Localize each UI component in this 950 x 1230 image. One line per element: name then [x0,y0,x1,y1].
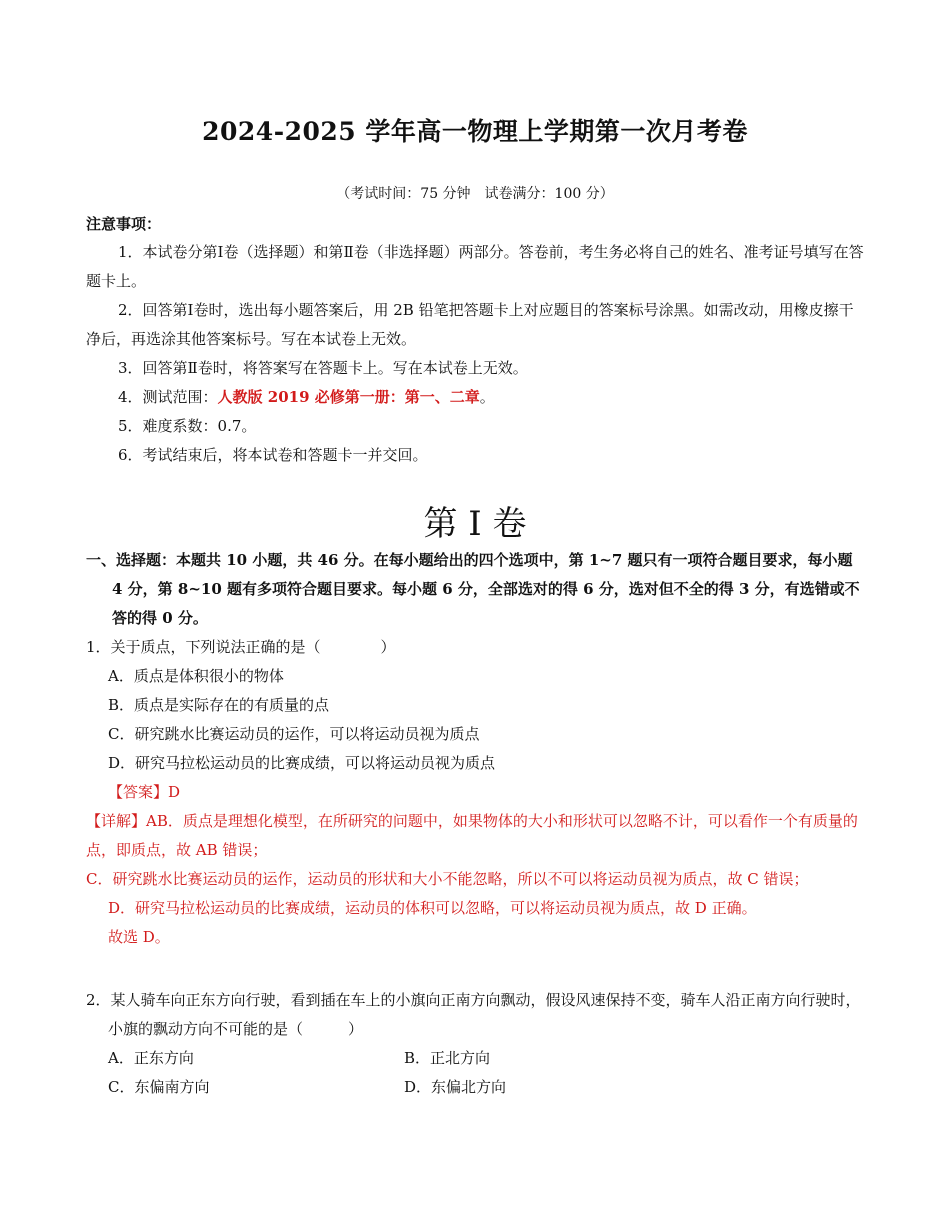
question-stem: 1．关于质点，下列说法正确的是（ ） [86,638,396,656]
section-intro [86,546,866,633]
question-1 [86,633,866,952]
notes-heading: 注意事项： [86,215,162,233]
note-item: 6．考试结束后，将本试卷和答题卡一并交回。 [118,446,428,464]
note-scope-highlight: 人教版 2019 必修第一册：第一、二章 [217,388,480,406]
question-option: A．正东方向 [108,1049,194,1067]
answer-detail: 【详解】AB．质点是理想化模型，在所研究的问题中，如果物体的大小和形状可以忽略不计，可以看作一个有质量的点，即质点，故 AB 错误； [86,812,858,859]
page-title: 2024-2025 学年高一物理上学期第一次月考卷 [202,117,748,146]
note-item: 5．难度系数：0.7。 [118,417,257,435]
note-item-scope [86,383,866,412]
answer-detail: D．研究马拉松运动员的比赛成绩，运动员的体积可以忽略，可以将运动员视为质点，故 D 正确。 [108,899,757,917]
option-grid [86,1044,866,1102]
section-intro-text: 一、选择题：本题共 10 小题，共 46 分。在每小题给出的四个选项中，第 1~7 题只有一项符合题目要求，每小题 4 分，第 8~10 题有多项符合题目要求。每小题 6 分，全部选对的得 6 分，选对但不全的得 3 分，有选错或不答的得 0 分。 [86,551,860,627]
question-option: B．质点是实际存在的有质量的点 [108,696,330,714]
question-option: C．研究跳水比赛运动员的运作，可以将运动员视为质点 [108,725,480,743]
question-option: D．研究马拉松运动员的比赛成绩，可以将运动员视为质点 [108,754,496,772]
question-option: D．东偏北方向 [404,1078,507,1096]
question-option: C．东偏南方向 [108,1078,210,1096]
note-scope-suffix: 。 [479,388,495,406]
answer-label: 【答案】D [108,783,181,801]
volume-title: 第 I 卷 [423,504,527,544]
question-option: A．质点是体积很小的物体 [108,667,284,685]
note-item: 2．回答第Ⅰ卷时，选出每小题答案后，用 2B 铅笔把答题卡上对应题目的答案标号涂黑。如需改动，用橡皮擦干净后，再选涂其他答案标号。写在本试卷上无效。 [86,301,854,348]
answer-detail: 故选 D。 [108,928,170,946]
note-scope-prefix: 4．测试范围： [118,388,218,406]
answer-detail: C．研究跳水比赛运动员的运作，运动员的形状和大小不能忽略，所以不可以将运动员视为质点，故 C 错误； [86,870,809,888]
question-stem: 2．某人骑车向正东方向行驶，看到插在车上的小旗向正南方向飘动，假设风速保持不变，骑车人沿正南方向行驶时，小旗的飘动方向不可能的是（ ） [86,991,861,1038]
exam-info: （考试时间：75 分钟 试卷满分：100 分） [336,186,614,202]
question-2 [86,986,866,1102]
question-option: B．正北方向 [404,1049,491,1067]
notes-list [86,238,866,470]
note-item: 1．本试卷分第Ⅰ卷（选择题）和第Ⅱ卷（非选择题）两部分。答卷前，考生务必将自己的姓名、准考证号填写在答题卡上。 [86,243,864,290]
note-item: 3．回答第Ⅱ卷时，将答案写在答题卡上。写在本试卷上无效。 [118,359,528,377]
